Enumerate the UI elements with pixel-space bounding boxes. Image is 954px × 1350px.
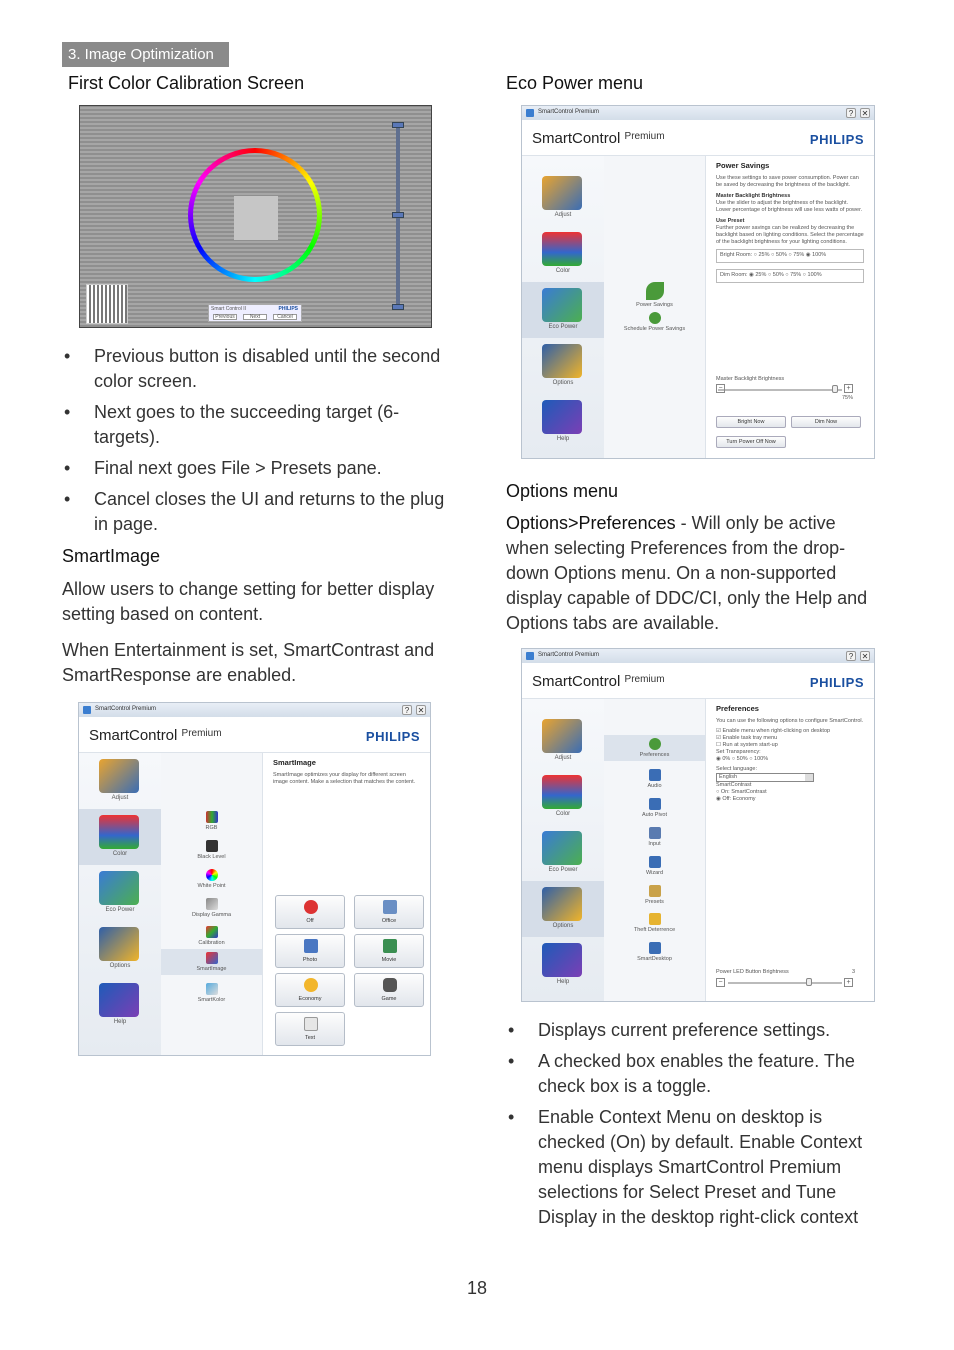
nav-options[interactable] — [79, 921, 161, 977]
nav-eco-power[interactable] — [522, 282, 604, 338]
content-description: You can use the following options to configure SmartControl. — [716, 718, 864, 724]
slider-knob-bottom[interactable] — [392, 304, 404, 310]
lock-icon — [649, 913, 661, 925]
nav-label: Adjust — [111, 795, 129, 801]
next-button[interactable]: Next — [243, 314, 267, 320]
philips-logo: PHILIPS — [809, 132, 864, 147]
close-icon[interactable]: ✕ — [861, 109, 869, 118]
nav-label: Options — [552, 380, 574, 386]
smartimage-paragraph-1: Allow users to change setting for better display setting based on content. — [62, 579, 435, 624]
smartimage-icon — [206, 952, 218, 964]
nav-options[interactable] — [522, 338, 604, 394]
calibration-control-panel — [208, 304, 302, 322]
list-item: • Next goes to the succeeding target (6-targets). — [62, 400, 454, 450]
economy-sun-icon — [304, 978, 318, 992]
eco-power-heading: Eco Power menu — [506, 73, 644, 93]
white-point-icon — [206, 869, 218, 881]
nav-color[interactable] — [79, 809, 161, 865]
gamepad-icon — [383, 978, 397, 992]
options-gear-icon — [99, 927, 139, 961]
transparency-radio-group[interactable]: ◉ 0% ○ 50% ○ 100% — [716, 756, 769, 762]
help-icon[interactable]: ? — [846, 651, 856, 661]
enable-task-tray-checkbox[interactable]: ☑ Enable task tray menu — [716, 735, 778, 741]
enable-context-menu-checkbox[interactable]: ☑ Enable menu when right-clicking on desktop — [716, 728, 831, 734]
auto-pivot-icon — [649, 798, 661, 810]
eco-content — [706, 156, 874, 458]
dropdown-arrow-icon — [805, 774, 813, 781]
submenu-black-level[interactable]: Black Level — [161, 840, 262, 860]
nav-label: Adjust — [554, 212, 572, 218]
transparency-label: Set Transparency: — [716, 749, 761, 755]
calibration-panel-title: Smart Control II — [211, 306, 247, 312]
color-icon — [99, 815, 139, 849]
led-brightness-value: 3 — [852, 969, 856, 975]
nav-label: Eco Power — [105, 907, 135, 913]
power-off-icon — [304, 900, 318, 914]
eco-power-icon — [99, 871, 139, 905]
eco-power-icon — [542, 288, 582, 322]
page-number: 18 — [466, 1278, 488, 1298]
nav-label: Options — [552, 923, 574, 929]
dim-now-button[interactable]: Dim Now — [791, 416, 861, 428]
content-description: Use these settings to save power consumption. Power can be saved by decreasing the brightness of the backlight. — [716, 175, 859, 188]
submenu-white-point[interactable]: White Point — [161, 869, 262, 889]
calibration-slider[interactable] — [396, 124, 400, 309]
text-document-icon — [304, 1017, 318, 1031]
plus-icon[interactable]: + — [844, 384, 853, 393]
brand-main: SmartControl — [532, 673, 621, 690]
app-header — [79, 717, 430, 753]
smartimage-content — [263, 753, 430, 1055]
preferences-content — [706, 699, 874, 1001]
submenu-smartkolor[interactable]: SmartKolor — [161, 983, 262, 1003]
brand-sup: Premium — [181, 728, 222, 739]
submenu-rgb[interactable]: RGB — [161, 811, 262, 831]
nav-eco-power[interactable] — [79, 865, 161, 921]
nav-label: Help — [113, 1019, 127, 1025]
backlight-slider[interactable] — [718, 389, 842, 391]
submenu-preferences[interactable]: Preferences — [604, 735, 705, 761]
brand-sup: Premium — [624, 674, 665, 685]
photo-icon — [304, 939, 318, 953]
calibration-bullets — [62, 344, 454, 543]
plus-icon[interactable]: + — [844, 978, 853, 987]
smartimage-heading: SmartImage — [62, 546, 161, 566]
nav-label: Color — [555, 811, 571, 817]
master-title: Master Backlight Brightness — [716, 193, 791, 199]
audio-icon — [649, 769, 661, 781]
nav-color[interactable] — [522, 226, 604, 282]
smartcontrast-on-radio[interactable]: ○ On: SmartContrast — [716, 789, 767, 795]
list-item: • A checked box enables the feature. The check box is a toggle. — [506, 1049, 876, 1099]
section-tag: 3. Image Optimization — [62, 42, 229, 67]
help-icon[interactable]: ? — [402, 705, 412, 715]
options-window — [521, 648, 875, 1002]
help-book-icon — [99, 983, 139, 1017]
nav-help[interactable] — [522, 394, 604, 450]
title-bar — [79, 703, 430, 717]
master-description: Use the slider to adjust the brightness of the backlight. Lower percentage of brightness will use less watts of power. — [716, 200, 863, 213]
nav-label: Color — [112, 851, 128, 857]
brand-sup: Premium — [624, 131, 665, 142]
smartdesktop-icon — [649, 942, 661, 954]
submenu-schedule-power-savings[interactable]: Schedule Power Savings — [604, 312, 705, 332]
eco-power-window — [521, 105, 875, 459]
submenu-input[interactable]: Input — [604, 827, 705, 847]
bright-now-button[interactable]: Bright Now — [716, 416, 786, 428]
tile-photo[interactable]: Photo — [275, 934, 345, 968]
led-brightness-label: Power LED Button Brightness — [716, 969, 789, 975]
minus-icon[interactable]: − — [716, 384, 725, 393]
help-book-icon — [542, 400, 582, 434]
app-header — [522, 120, 874, 156]
nav-label: Adjust — [554, 755, 572, 761]
nav-label: Color — [555, 268, 571, 274]
previous-button[interactable]: Previous — [213, 314, 237, 320]
close-icon[interactable]: ✕ — [861, 652, 869, 661]
app-icon — [526, 652, 534, 660]
nav-adjust[interactable] — [522, 170, 604, 226]
eco-power-icon — [542, 831, 582, 865]
nav-label: Options — [109, 963, 131, 969]
color-icon — [542, 775, 582, 809]
eco-submenu — [604, 156, 706, 458]
philips-logo: PHILIPS — [365, 729, 420, 744]
brand-name — [532, 673, 665, 690]
calibration-thumbnail — [86, 284, 128, 324]
brand-name — [532, 130, 665, 147]
led-brightness-slider[interactable] — [728, 982, 842, 984]
language-select[interactable]: English — [716, 773, 814, 782]
color-submenu — [161, 753, 263, 1055]
list-item: • Cancel closes the UI and returns to the plug in page. — [62, 487, 454, 537]
adjust-icon — [99, 759, 139, 793]
preferences-gear-icon — [649, 738, 661, 750]
nav-label: Eco Power — [548, 867, 578, 873]
slider-thumb[interactable] — [832, 385, 838, 393]
tile-text[interactable]: Text — [275, 1012, 345, 1046]
movie-icon — [383, 939, 397, 953]
smartimage-window — [78, 702, 431, 1056]
title-bar — [522, 106, 874, 120]
options-paragraph — [506, 511, 878, 636]
slider-knob-mid[interactable] — [392, 212, 404, 218]
language-label: Select language: — [716, 766, 757, 772]
content-description: SmartImage optimizes your display for different screen image content. Make a selection that matches the content. — [273, 772, 416, 785]
window-title: SmartControl Premium — [538, 109, 600, 115]
submenu-presets[interactable]: Presets — [604, 885, 705, 905]
rgb-icon — [206, 811, 218, 823]
color-icon — [542, 232, 582, 266]
smartkolor-icon — [206, 983, 218, 995]
run-at-startup-checkbox[interactable]: ☐ Run at system start-up — [716, 742, 778, 748]
calibration-target-square — [234, 196, 278, 240]
tile-office[interactable]: Office — [354, 895, 424, 929]
nav-eco-power[interactable] — [522, 825, 604, 881]
brand-main: SmartControl — [89, 727, 178, 744]
options-heading: Options menu — [506, 481, 619, 501]
gamma-icon — [206, 898, 218, 910]
nav-options[interactable] — [522, 881, 604, 937]
brand-name — [89, 727, 222, 744]
calibration-icon — [206, 926, 218, 938]
nav-help[interactable] — [79, 977, 161, 1033]
nav-color[interactable] — [522, 769, 604, 825]
tile-movie[interactable]: Movie — [354, 934, 424, 968]
list-item: • Enable Context Menu on desktop is checked (On) by default. Enable Context menu displays SmartControl Premium selections for Select Preset and Tune Display in the desktop right-click context — [506, 1105, 876, 1230]
list-item: • Final next goes File > Presets pane. — [62, 456, 454, 481]
schedule-icon — [649, 312, 661, 324]
submenu-smartimage[interactable]: SmartImage — [161, 949, 262, 975]
philips-logo: PHILIPS — [809, 675, 864, 690]
bright-room-group[interactable]: Bright Room: ○ 25% ○ 50% ○ 75% ◉ 100% — [716, 249, 864, 263]
calibration-panel-brand: PHILIPS — [278, 306, 298, 312]
submenu-display-gamma[interactable]: Display Gamma — [161, 898, 262, 918]
calibration-heading: First Color Calibration Screen — [68, 73, 305, 93]
nav-label: Help — [556, 436, 570, 442]
options-submenu — [604, 699, 706, 1001]
submenu-audio[interactable]: Audio — [604, 769, 705, 789]
input-icon — [649, 827, 661, 839]
tile-game[interactable]: Game — [354, 973, 424, 1007]
content-title: SmartImage — [273, 758, 316, 767]
help-icon[interactable]: ? — [846, 108, 856, 118]
preferences-bullets — [506, 1018, 876, 1236]
adjust-icon — [542, 719, 582, 753]
options-text: - Will only be active when selecting Preferences from the drop-down Options menu. On a non-supported display capable of DDC/CI, only the Help and Options tabs are available. — [506, 513, 868, 633]
content-title: Power Savings — [716, 161, 770, 170]
submenu-power-savings[interactable]: Power Savings — [604, 282, 705, 308]
sidebar — [522, 156, 604, 458]
submenu-theft-deterrence[interactable]: Theft Deterrence — [604, 913, 705, 933]
submenu-smartdesktop[interactable]: SmartDesktop — [604, 942, 705, 962]
turn-power-off-now-button[interactable]: Turn Power Off Now — [716, 436, 786, 448]
brand-main: SmartControl — [532, 130, 621, 147]
preset-title: Use Preset — [716, 218, 745, 224]
smartcontrast-label: SmartContrast — [716, 782, 752, 788]
app-icon — [526, 109, 534, 117]
nav-adjust[interactable] — [79, 753, 161, 809]
nav-label: Help — [556, 979, 570, 985]
slider-label: Master Backlight Brightness — [716, 376, 785, 382]
nav-adjust[interactable] — [522, 713, 604, 769]
preset-description: Further power savings can be realized by decreasing the backlight based on lighting conditions. Select the percentage of the backlight brightness for your lighting conditions. — [716, 225, 864, 245]
smartimage-paragraph-2: When Entertainment is set, SmartContrast and SmartResponse are enabled. — [62, 640, 435, 685]
app-icon — [83, 706, 91, 714]
slider-thumb[interactable] — [806, 978, 812, 986]
tile-off[interactable]: Off — [275, 895, 345, 929]
black-level-icon — [206, 840, 218, 852]
options-lead: Options>Preferences — [506, 513, 676, 533]
title-bar — [522, 649, 874, 663]
submenu-calibration[interactable]: Calibration — [161, 926, 262, 946]
window-title: SmartControl Premium — [95, 706, 157, 712]
options-gear-icon — [542, 887, 582, 921]
close-icon[interactable]: ✕ — [417, 706, 425, 715]
slider-value: 75% — [842, 395, 854, 401]
options-gear-icon — [542, 344, 582, 378]
submenu-auto-pivot[interactable]: Auto Pivot — [604, 798, 705, 818]
office-icon — [383, 900, 397, 914]
wizard-icon — [649, 856, 661, 868]
list-item: • Previous button is disabled until the second color screen. — [62, 344, 454, 394]
calibration-screenshot — [79, 105, 432, 328]
leaf-icon — [646, 282, 664, 300]
minus-icon[interactable]: − — [716, 978, 725, 987]
window-title: SmartControl Premium — [538, 652, 600, 658]
sidebar — [79, 753, 161, 1055]
tile-economy[interactable]: Economy — [275, 973, 345, 1007]
presets-icon — [649, 885, 661, 897]
submenu-wizard[interactable]: Wizard — [604, 856, 705, 876]
content-title: Preferences — [716, 704, 759, 713]
dim-room-group[interactable]: Dim Room: ◉ 25% ○ 50% ○ 75% ○ 100% — [716, 269, 864, 283]
cancel-button[interactable]: Cancel — [273, 314, 297, 320]
sidebar — [522, 699, 604, 1001]
help-book-icon — [542, 943, 582, 977]
list-item: • Displays current preference settings. — [506, 1018, 876, 1043]
slider-knob-top[interactable] — [392, 122, 404, 128]
nav-help[interactable] — [522, 937, 604, 993]
smartcontrast-off-radio[interactable]: ◉ Off: Economy — [716, 796, 756, 802]
app-header — [522, 663, 874, 699]
adjust-icon — [542, 176, 582, 210]
nav-label: Eco Power — [548, 324, 578, 330]
